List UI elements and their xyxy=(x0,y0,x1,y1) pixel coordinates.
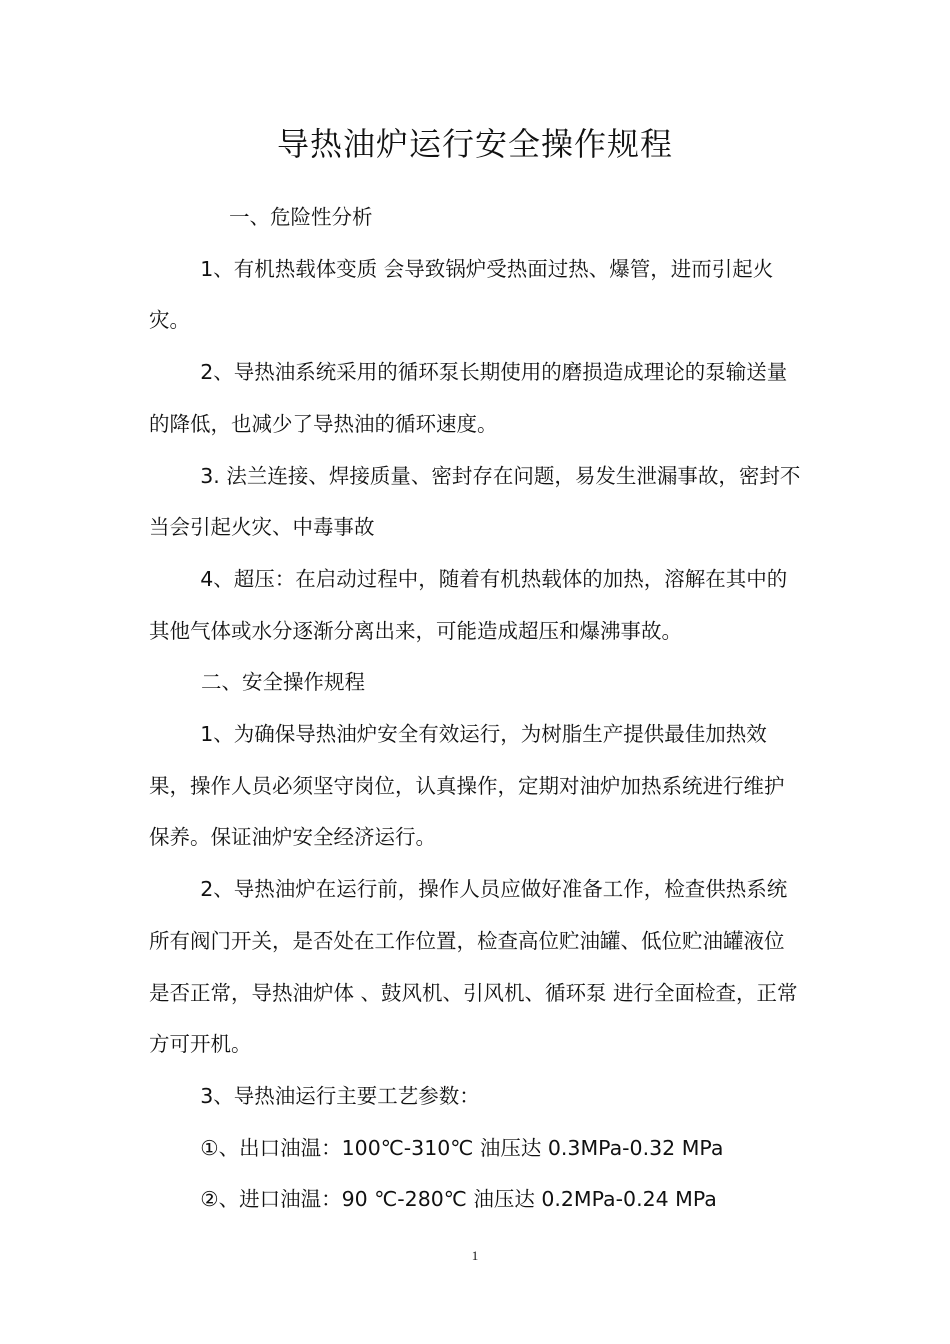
hazard-item-2: 2、导热油系统采用的循环泵长期使用的磨损造成理论的泵输送量的降低，也减少了导热油的循环速度。 xyxy=(149,360,788,436)
procedure-item-3: 3、导热油运行主要工艺参数： xyxy=(200,1083,480,1108)
procedure-parameter-inlet: ②、进口油温：90 ℃-280℃ 油压达 0.2MPa-0.24 MPa xyxy=(200,1187,717,1212)
procedure-parameter-outlet: ①、出口油温：100℃-310℃ 油压达 0.3MPa-0.32 MPa xyxy=(200,1135,724,1160)
hazard-item-3: 3. 法兰连接、焊接质量、密封存在问题，易发生泄漏事故，密封不当会引起火灾、中毒事故 xyxy=(149,463,801,540)
page-number: 1 xyxy=(471,1248,479,1263)
hazard-item-4: 4、超压：在启动过程中，随着有机热载体的加热，溶解在其中的其他气体或水分逐渐分离出来，可能造成超压和爆沸事故。 xyxy=(149,566,788,643)
hazard-item-1: 1、有机热载体变质 会导致锅炉受热面过热、爆管，进而引起火灾。 xyxy=(149,256,774,333)
section-heading-hazard: 一、危险性分析 xyxy=(229,205,373,229)
document-body xyxy=(149,192,801,1226)
section-heading-procedure: 二、安全操作规程 xyxy=(201,670,365,695)
document-title: 导热油炉运行安全操作规程 xyxy=(276,125,673,163)
procedure-item-1: 1、为确保导热油炉安全有效运行，为树脂生产提供最佳加热效果，操作人员必须坚守岗位，认真操作，定期对油炉加热系统进行维护保养。保证油炉安全经济运行。 xyxy=(149,722,785,850)
procedure-item-2: 2、导热油炉在运行前，操作人员应做好准备工作，检查供热系统所有阀门开关，是否处在工作位置，检查高位贮油罐、低位贮油罐液位是否正常，导热油炉体 、鼓风机、引风机、循环泵 进行全面检查，正常方可开机。 xyxy=(149,877,798,1057)
